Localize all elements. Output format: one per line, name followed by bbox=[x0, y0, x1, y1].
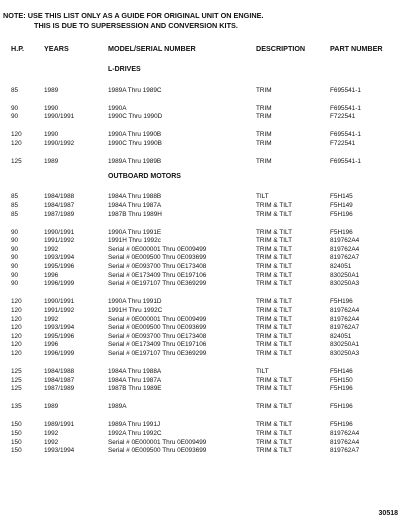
cell-model: Serial # 0E009500 Thru 0E093699 bbox=[108, 324, 207, 332]
cell-hp: 90 bbox=[11, 271, 19, 279]
cell-hp: 120 bbox=[11, 332, 22, 340]
cell-part-number: 830250A3 bbox=[330, 280, 360, 288]
cell-part-number: 824051 bbox=[330, 263, 352, 270]
cell-description: TRIM & TILT bbox=[256, 271, 292, 279]
cell-description: TRIM & TILT bbox=[256, 324, 292, 332]
cell-description: TRIM & TILT bbox=[256, 201, 292, 209]
cell-description: TRIM & TILT bbox=[256, 280, 292, 288]
cell-part-number: F722541 bbox=[330, 140, 356, 147]
cell-years: 1990/1991 bbox=[44, 228, 75, 236]
cell-hp: 125 bbox=[11, 368, 22, 375]
cell-description: TRIM & TILT bbox=[256, 438, 292, 446]
note-line-1: NOTE: USE THIS LIST ONLY AS A GUIDE FOR ORIGINAL UNIT ON ENGINE. bbox=[3, 11, 264, 20]
table-row bbox=[0, 86, 400, 95]
cell-part-number: 830250A3 bbox=[330, 349, 360, 357]
cell-hp: 125 bbox=[11, 385, 22, 393]
cell-years: 1984/1987 bbox=[44, 376, 75, 384]
cell-model: Serial # 0E009500 Thru 0E093699 bbox=[108, 254, 207, 262]
cell-hp: 150 bbox=[11, 438, 22, 446]
cell-hp: 135 bbox=[11, 403, 22, 411]
cell-part-number: F5H196 bbox=[330, 228, 353, 236]
header-model: MODEL/SERIAL NUMBER bbox=[108, 44, 196, 53]
cell-model: 1990A Thru 1991D bbox=[108, 298, 162, 306]
cell-model: 1991H Thru 1992c bbox=[108, 237, 161, 245]
cell-hp: 120 bbox=[11, 140, 22, 147]
cell-years: 1989/1991 bbox=[44, 421, 75, 429]
table-row bbox=[0, 210, 400, 219]
cell-years: 1990 bbox=[44, 104, 59, 112]
cell-description: TRIM bbox=[256, 113, 272, 121]
cell-model: Serial # 0E093700 Thru 0E173408 bbox=[108, 332, 207, 340]
cell-model: 1990C Thru 1990D bbox=[108, 113, 163, 121]
cell-years: 1990/1991 bbox=[44, 113, 75, 121]
cell-hp: 85 bbox=[11, 201, 19, 209]
cell-model: Serial # 0E000001 Thru 0E009499 bbox=[108, 315, 207, 323]
cell-model: Serial # 0E173409 Thru 0E197106 bbox=[108, 341, 207, 349]
header-hp: H.P. bbox=[11, 44, 25, 53]
cell-hp: 120 bbox=[11, 298, 22, 306]
header-description: DESCRIPTION bbox=[256, 44, 306, 53]
cell-model: Serial # 0E000001 Thru 0E009499 bbox=[108, 438, 207, 446]
cell-part-number: 819762A7 bbox=[330, 254, 360, 262]
cell-description: TILT bbox=[256, 193, 269, 201]
cell-model: Serial # 0E197107 Thru 0E369299 bbox=[108, 280, 207, 288]
cell-part-number: 819762A4 bbox=[330, 438, 360, 446]
note-line-2: THIS IS DUE TO SUPERSESSION AND CONVERSION KITS. bbox=[34, 21, 238, 30]
cell-years: 1990/1991 bbox=[44, 298, 75, 306]
cell-part-number: 819762A4 bbox=[330, 245, 360, 253]
cell-hp: 90 bbox=[11, 113, 19, 121]
header-part-number: PART NUMBER bbox=[330, 44, 383, 53]
cell-model: 1984A Thru 1987A bbox=[108, 201, 162, 209]
cell-part-number: F5H145 bbox=[330, 193, 353, 201]
cell-description: TRIM & TILT bbox=[256, 349, 292, 357]
cell-description: TRIM bbox=[256, 86, 272, 94]
cell-hp: 90 bbox=[11, 280, 19, 288]
cell-years: 1990/1992 bbox=[44, 140, 75, 147]
cell-model: Serial # 0E093700 Thru 0E173408 bbox=[108, 263, 207, 270]
cell-part-number: F5H196 bbox=[330, 421, 353, 429]
cell-years: 1992 bbox=[44, 315, 59, 323]
cell-model: Serial # 0E000001 Thru 0E009499 bbox=[108, 245, 207, 253]
cell-part-number: F5H196 bbox=[330, 298, 353, 306]
cell-description: TRIM & TILT bbox=[256, 447, 292, 455]
cell-years: 1987/1989 bbox=[44, 210, 75, 218]
cell-hp: 125 bbox=[11, 376, 22, 384]
cell-hp: 85 bbox=[11, 193, 19, 201]
cell-model: 1987B Thru 1989H bbox=[108, 210, 162, 218]
cell-model: 1989A Thru 1989C bbox=[108, 86, 162, 94]
cell-model: 1990C Thru 1990B bbox=[108, 140, 162, 147]
cell-part-number: F5H196 bbox=[330, 210, 353, 218]
cell-description: TRIM & TILT bbox=[256, 376, 292, 384]
cell-description: TRIM & TILT bbox=[256, 421, 292, 429]
cell-part-number: 819762A4 bbox=[330, 237, 360, 245]
cell-years: 1993/1994 bbox=[44, 254, 75, 262]
cell-years: 1987/1989 bbox=[44, 385, 75, 393]
cell-hp: 150 bbox=[11, 447, 22, 455]
cell-model: 1984A Thru 1988B bbox=[108, 193, 162, 201]
cell-hp: 120 bbox=[11, 341, 22, 349]
cell-part-number: F695541-1 bbox=[330, 158, 361, 166]
cell-description: TILT bbox=[256, 368, 269, 375]
cell-model: 1987B Thru 1989E bbox=[108, 385, 162, 393]
cell-years: 1991/1992 bbox=[44, 237, 75, 245]
cell-description: TRIM & TILT bbox=[256, 341, 292, 349]
section-heading: OUTBOARD MOTORS bbox=[108, 172, 181, 180]
cell-part-number: F5H146 bbox=[330, 368, 353, 375]
cell-part-number: 824051 bbox=[330, 332, 352, 340]
cell-part-number: F5H196 bbox=[330, 403, 353, 411]
cell-years: 1993/1994 bbox=[44, 447, 75, 455]
cell-years: 1989 bbox=[44, 86, 59, 94]
cell-years: 1996/1999 bbox=[44, 349, 75, 357]
cell-part-number: F722541 bbox=[330, 113, 356, 121]
cell-hp: 90 bbox=[11, 237, 19, 245]
cell-part-number: 819762A7 bbox=[330, 447, 360, 455]
cell-part-number: F695541-1 bbox=[330, 86, 361, 94]
cell-hp: 120 bbox=[11, 131, 22, 139]
cell-description: TRIM bbox=[256, 131, 272, 139]
table-row bbox=[0, 279, 400, 288]
table-row bbox=[0, 384, 400, 393]
cell-model: 1989A Thru 1991J bbox=[108, 421, 161, 429]
table-row bbox=[0, 349, 400, 358]
cell-hp: 90 bbox=[11, 245, 19, 253]
header-years: YEARS bbox=[44, 44, 69, 53]
cell-hp: 85 bbox=[11, 86, 19, 94]
cell-model: 1991H Thru 1992C bbox=[108, 306, 163, 314]
cell-hp: 125 bbox=[11, 158, 22, 166]
cell-model: 1989A Thru 1989B bbox=[108, 158, 162, 166]
cell-years: 1992 bbox=[44, 430, 59, 437]
cell-years: 1995/1996 bbox=[44, 263, 75, 270]
cell-part-number: F695541-1 bbox=[330, 131, 361, 139]
cell-description: TRIM & TILT bbox=[256, 254, 292, 262]
cell-years: 1996 bbox=[44, 271, 59, 279]
figure-number: 30518 bbox=[378, 510, 398, 517]
cell-hp: 120 bbox=[11, 349, 22, 357]
cell-description: TRIM & TILT bbox=[256, 237, 292, 245]
cell-model: 1990A Thru 1990B bbox=[108, 131, 162, 139]
cell-model: 1984A Thru 1988A bbox=[108, 368, 162, 375]
cell-hp: 120 bbox=[11, 324, 22, 332]
cell-years: 1996/1999 bbox=[44, 280, 75, 288]
cell-description: TRIM bbox=[256, 158, 272, 166]
cell-part-number: 819762A4 bbox=[330, 315, 360, 323]
cell-hp: 120 bbox=[11, 306, 22, 314]
section-heading: L-DRIVES bbox=[108, 66, 141, 73]
cell-hp: 90 bbox=[11, 104, 19, 112]
cell-description: TRIM bbox=[256, 140, 272, 147]
cell-hp: 150 bbox=[11, 430, 22, 437]
cell-years: 1993/1994 bbox=[44, 324, 75, 332]
cell-part-number: 819762A4 bbox=[330, 430, 360, 437]
cell-hp: 85 bbox=[11, 210, 19, 218]
table-row bbox=[0, 112, 400, 121]
cell-model: 1992A Thru 1992C bbox=[108, 430, 162, 437]
cell-description: TRIM & TILT bbox=[256, 385, 292, 393]
cell-years: 1984/1988 bbox=[44, 368, 75, 375]
cell-hp: 150 bbox=[11, 421, 22, 429]
cell-years: 1996 bbox=[44, 341, 59, 349]
cell-part-number: 819762A7 bbox=[330, 324, 360, 332]
cell-model: Serial # 0E173409 Thru 0E197106 bbox=[108, 271, 207, 279]
cell-description: TRIM & TILT bbox=[256, 263, 292, 270]
cell-model: Serial # 0E009500 Thru 0E093699 bbox=[108, 447, 207, 455]
cell-description: TRIM & TILT bbox=[256, 315, 292, 323]
cell-description: TRIM & TILT bbox=[256, 332, 292, 340]
cell-model: 1990A bbox=[108, 104, 127, 112]
cell-part-number: F5H196 bbox=[330, 385, 353, 393]
cell-hp: 90 bbox=[11, 228, 19, 236]
cell-description: TRIM bbox=[256, 104, 272, 112]
cell-model: 1990A Thru 1991E bbox=[108, 228, 162, 236]
table-row bbox=[0, 446, 400, 455]
cell-description: TRIM & TILT bbox=[256, 298, 292, 306]
table-row bbox=[0, 139, 400, 148]
cell-hp: 120 bbox=[11, 315, 22, 323]
cell-description: TRIM & TILT bbox=[256, 403, 292, 411]
cell-part-number: F5H149 bbox=[330, 201, 353, 209]
cell-years: 1984/1988 bbox=[44, 193, 75, 201]
cell-description: TRIM & TILT bbox=[256, 306, 292, 314]
cell-model: 1989A bbox=[108, 403, 127, 411]
cell-model: Serial # 0E197107 Thru 0E369299 bbox=[108, 349, 207, 357]
cell-part-number: 830250A1 bbox=[330, 271, 360, 279]
cell-part-number: F5H150 bbox=[330, 376, 353, 384]
cell-years: 1989 bbox=[44, 403, 59, 411]
cell-years: 1991/1992 bbox=[44, 306, 75, 314]
cell-years: 1989 bbox=[44, 158, 59, 166]
cell-model: 1984A Thru 1987A bbox=[108, 376, 162, 384]
table-row bbox=[0, 402, 400, 411]
cell-description: TRIM & TILT bbox=[256, 245, 292, 253]
cell-years: 1995/1996 bbox=[44, 332, 75, 340]
cell-part-number: F695541-1 bbox=[330, 104, 361, 112]
cell-part-number: 819762A4 bbox=[330, 306, 360, 314]
table-row bbox=[0, 157, 400, 166]
cell-years: 1984/1987 bbox=[44, 201, 75, 209]
cell-description: TRIM & TILT bbox=[256, 430, 292, 437]
cell-description: TRIM & TILT bbox=[256, 228, 292, 236]
cell-hp: 90 bbox=[11, 263, 19, 270]
cell-hp: 90 bbox=[11, 254, 19, 262]
cell-part-number: 830250A1 bbox=[330, 341, 360, 349]
cell-years: 1990 bbox=[44, 131, 59, 139]
cell-years: 1992 bbox=[44, 438, 59, 446]
cell-description: TRIM & TILT bbox=[256, 210, 292, 218]
cell-years: 1992 bbox=[44, 245, 59, 253]
